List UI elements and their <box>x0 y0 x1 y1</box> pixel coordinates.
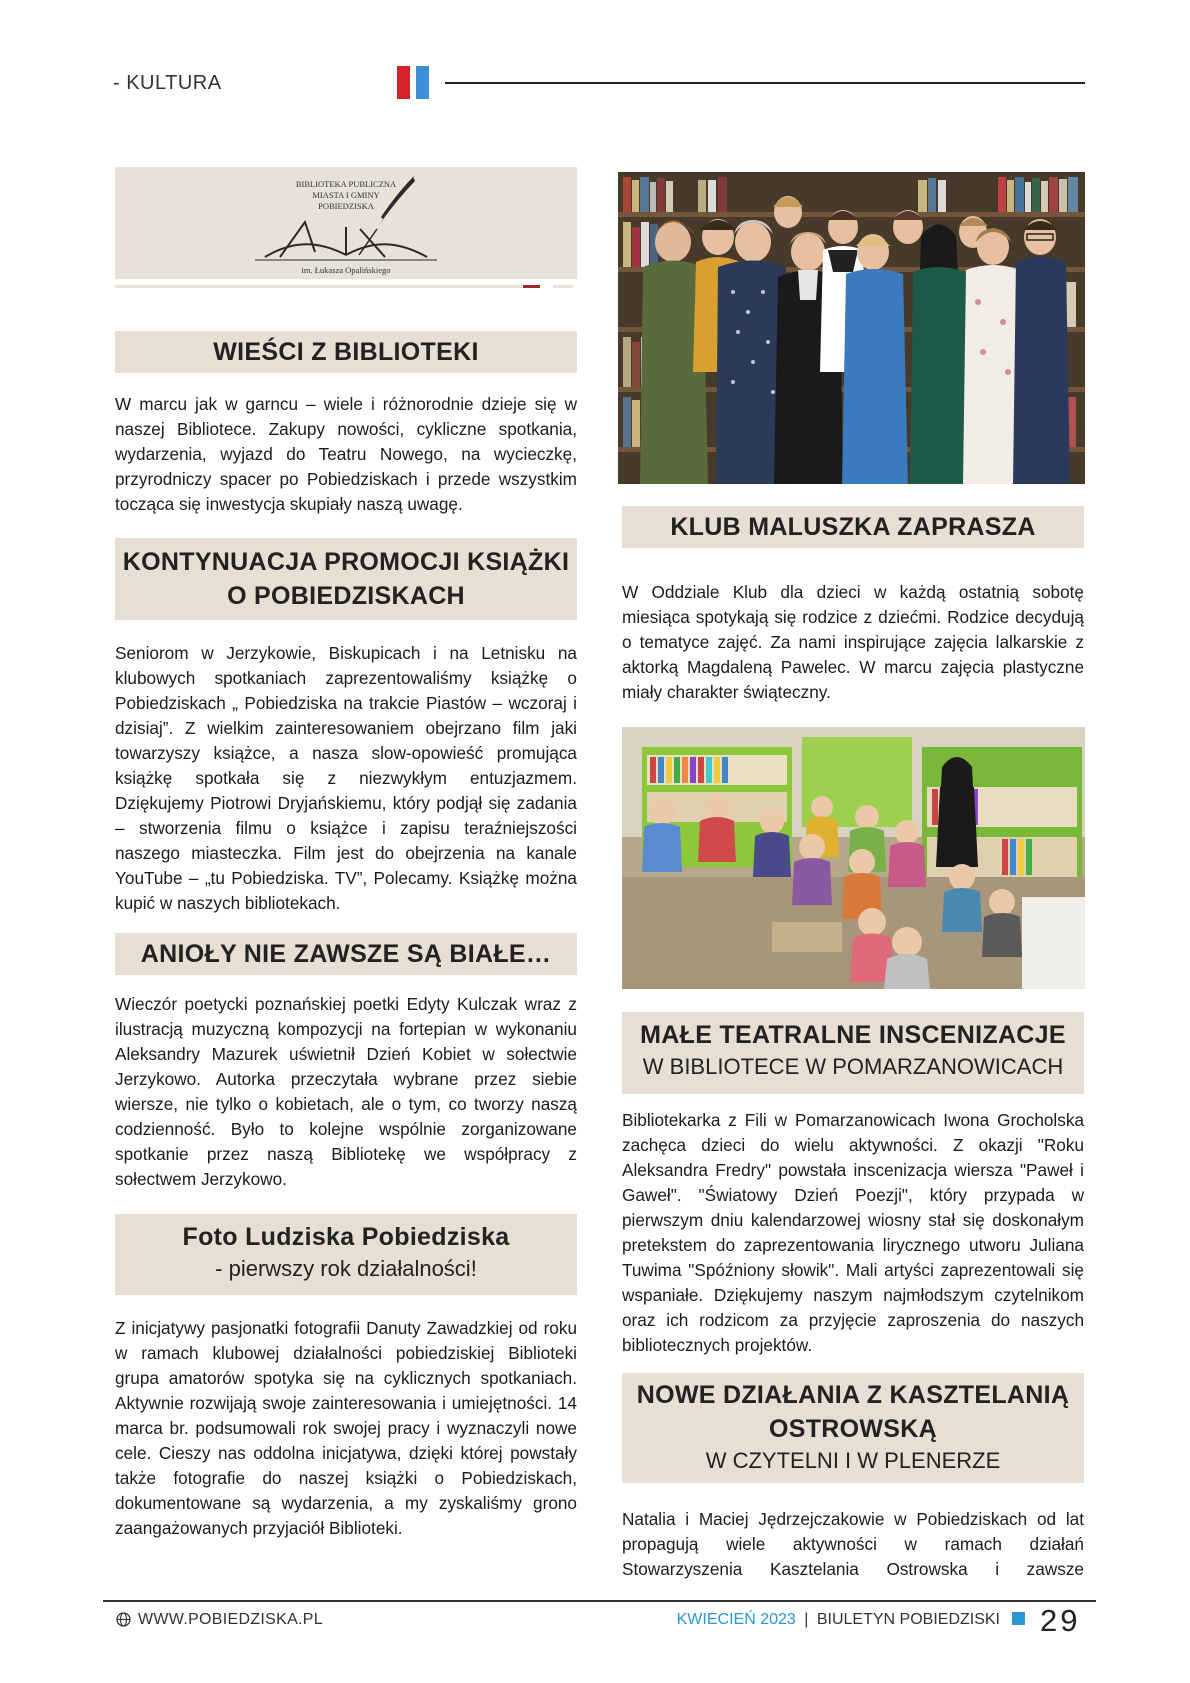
library-logo <box>115 167 577 279</box>
heading-kasztelania-line1: NOWE DZIAŁANIA Z KASZTELANIĄ <box>636 1381 1070 1409</box>
paragraph-male-teatralne: Bibliotekarka z Fili w Pomarzanowicach Iwona Grocholska zachęca dzieci do wielu aktywności. Z okazji "Roku Aleksandra Fredry" powstała inscenizacja wiersza "Paweł i Gaweł". "Światowy Dzień Poezji", który przypada w pierwszym dniu kalendarzowej wiosny stał się doskonałym pretekstem do zaprezentowania lirycznego utworu Juliana Tuwima "Spóźniony słowik". Mali artyści zaprezentowali się wspaniałe. Dziękujemy naszym najmłodszym czytelnikom oraz ich rodzicom za przyjęcie zaproszenia do naszych bibliotecznych projektów. <box>622 1110 1084 1355</box>
heading-kontynuacja <box>115 538 577 620</box>
footer-month: KWIECIEŃ 2023 <box>676 1611 796 1628</box>
logo-underline <box>115 285 522 288</box>
heading-male-teatralne-title: MAŁE TEATRALNE INSCENIZACJE <box>640 1021 1066 1049</box>
heading-kasztelania-subtitle: W CZYTELNI I W PLENERZE <box>705 1448 1001 1473</box>
heading-kontynuacja-line2: O POBIEDZISKACH <box>227 582 465 610</box>
heading-klub-maluszka: KLUB MALUSZKA ZAPRASZA <box>622 506 1084 548</box>
footer-separator: | <box>804 1611 809 1628</box>
logo-line3: POBIEDZISKA <box>318 201 374 211</box>
header-red-bar <box>397 66 410 99</box>
heading-foto-ludziska-subtitle: - pierwszy rok działalności! <box>215 1256 477 1281</box>
footer-blue-square <box>1012 1612 1025 1625</box>
logo-line1: BIBLIOTEKA PUBLICZNA <box>295 179 397 189</box>
header-rule <box>445 82 1085 84</box>
paragraph-wiesci: W marcu jak w garncu – wiele i różnorodnie dzieje się w naszej Bibliotece. Zakupy nowości, cykliczne spotkania, wydarzenia, wyjazd do Teatru Nowego, na wycieczkę, przyrodniczy spacer po Pobiedziskach i przede wszystkim tocząca się inwestycja skupiały naszą uwagę. <box>115 394 577 514</box>
book-quill-icon <box>115 167 577 279</box>
globe-icon <box>116 1612 131 1627</box>
heading-kasztelania-line2: OSTROWSKĄ <box>769 1415 937 1443</box>
logo-underline-end <box>553 285 573 288</box>
heading-foto-ludziska-title: Foto Ludziska Pobiedziska <box>182 1223 510 1251</box>
logo-patron: im. Łukasza Opalińskiego <box>301 265 391 275</box>
library-staff-photo <box>618 172 1085 484</box>
logo-underline-accent <box>523 285 540 288</box>
page-number: 29 <box>1040 1603 1081 1638</box>
paragraph-kasztelania: Natalia i Maciej Jędrzejczakowie w Pobiedziskach od lat propagują wiele aktywności w ramach działań Stowarzyszenia Kasztelania Ostrowska i zawsze <box>622 1509 1084 1579</box>
heading-kasztelania <box>622 1373 1084 1483</box>
footer-website-link[interactable]: WWW.POBIEDZISKA.PL <box>138 1611 323 1628</box>
logo-line2: MIASTA I GMINY <box>312 190 380 200</box>
footer-rule <box>103 1600 1096 1602</box>
paragraph-anioly: Wieczór poetycki poznańskiej poetki Edyty Kulczak wraz z ilustracją muzyczną kompozycji na fortepian w wykonaniu Aleksandry Mazurek uświetnił Dzień Kobiet w sołectwie Jerzykowo. Autorka przeczytała wybrane przez siebie wiersze, nie tylko o kobietach, ale o tym, co tworzy naszą codzienność. Było to kolejne wspólnie zorganizowane spotkanie przez naszą Bibliotekę we współpracy z sołectwem Jerzykowo. <box>115 994 577 1189</box>
heading-kontynuacja-line1: KONTYNUACJA PROMOCJI KSIĄŻKI <box>122 548 570 576</box>
heading-male-teatralne <box>622 1012 1084 1094</box>
heading-wiesci: WIEŚCI Z BIBLIOTEKI <box>115 331 577 373</box>
section-label: - KULTURA <box>113 72 222 94</box>
paragraph-kontynuacja: Seniorom w Jerzykowie, Biskupicach i na Letnisku na klubowych spotkaniach zaprezentowaliśmy książkę o Pobiedziskach „ Pobiedziska na trakcie Piastów – wczoraj i dzisiaj”. Z wielkim zainteresowaniem obejrzano film jaki towarzyszy książce, a nasza slow-opowieść promująca książkę spotkała się z niezwykłym entuzjazmem. Dziękujemy Piotrowi Dryjańskiemu, który podjął się zadania – stworzenia filmu o książce i zapisu teraźniejszości naszego miasteczka. Film jest do obejrzenia na kanale YouTube – „tu Pobiedziska. TV”, Polecamy. Książkę można kupić w naszych bibliotekach. <box>115 643 577 913</box>
heading-foto-ludziska <box>115 1214 577 1295</box>
footer-publication-info <box>677 1611 1000 1629</box>
footer-publication: BIULETYN POBIEDZISKI <box>816 1611 1000 1628</box>
paragraph-foto-ludziska: Z inicjatywy pasjonatki fotografii Danuty Zawadzkiej od roku w ramach klubowej działalności pobiedziskiej Biblioteki grupa amatorów spotyka się na cyklicznych spotkaniach. Aktywnie rozwijają swoje zainteresowania i umiejętności. 14 marca br. podsumowali rok swojej pracy i wyznaczyli nowe cele. Cieszy nas oddolna inicjatywa, dzięki której powstały także fotografie do naszej książki o Pobiedziskach, dokumentowane są wydarzenia, a my zyskaliśmy grono zaangażowanych przyjaciół Biblioteki. <box>115 1318 577 1538</box>
header-blue-bar <box>416 66 429 99</box>
heading-anioly: ANIOŁY NIE ZAWSZE SĄ BIAŁE… <box>115 933 577 975</box>
paragraph-klub-maluszka: W Oddziale Klub dla dzieci w każdą ostatnią sobotę miesiąca spotykają się rodzice z dziećmi. Rodzice decydują o tematyce zajęć. Za nami inspirujące zajęcia lalkarskie z aktorką Magdaleną Pawelec. W marcu zajęcia plastyczne miały charakter świąteczny. <box>622 582 1084 702</box>
children-library-photo <box>622 727 1085 989</box>
heading-male-teatralne-subtitle: W BIBLIOTECE W POMARZANOWICACH <box>642 1054 1064 1079</box>
